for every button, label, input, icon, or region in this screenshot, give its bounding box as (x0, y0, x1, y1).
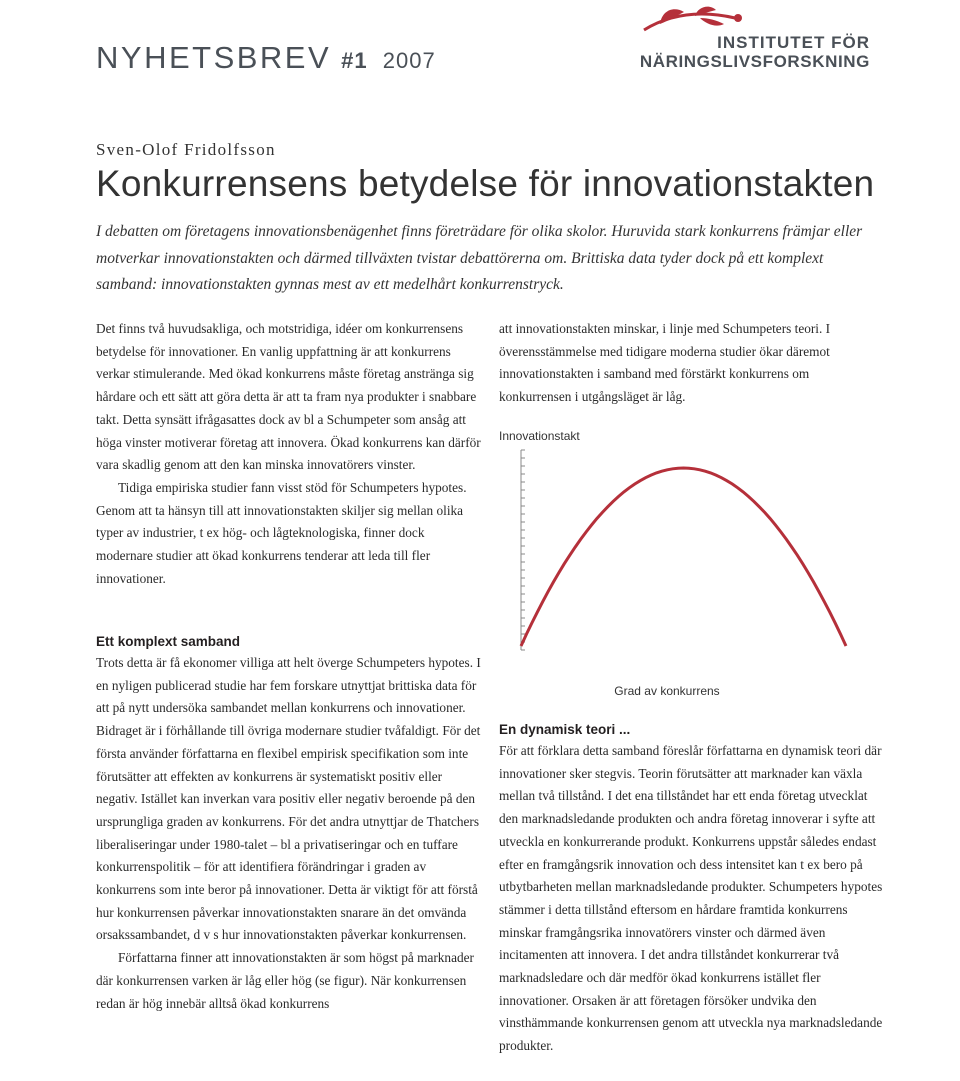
newsletter-name: NYHETSBREV (96, 40, 332, 75)
paragraph: Tidiga empiriska studier fann visst stöd för Schumpeters hypotes. Genom att ta hänsyn till att innovationstakten skiljer sig mellan olika typer av industrier, t ex hög- och lågteknologiska, finner dock modernare studier att ökad konkurrens tenderar att leda till fler innovationer. (96, 479, 467, 586)
article-title: Konkurrensens betydelse för innovationstakten (96, 163, 875, 204)
institute-logo (640, 4, 880, 74)
issue-number: #1 (341, 48, 368, 73)
left-column-bottom (96, 632, 481, 1015)
author: Sven-Olof Fridolfsson (96, 140, 276, 159)
right-column-top (499, 318, 884, 409)
y-axis (521, 450, 525, 650)
x-axis-label: Grad av konkurrens (614, 684, 720, 698)
y-axis-label: Innovationstakt (499, 429, 580, 443)
lead-paragraph: I debatten om företagens innovationsbenägenhet finns företrädare för olika skolor. Huruvida stark konkurrens främjar eller motverkar innovationstakten och därmed tillväxten tvistar debattörerna om. Brittiska data tyder dock på ett komplext samband: innovationstakten gynnas mest av ett medelhårt konkurrenstryck. (96, 223, 863, 293)
paragraph: För att förklara detta samband föreslår författarna en dynamisk teori där innovationer sker stegvis. Teorin förutsätter att marknader kan växla mellan två tillstånd. I det ena tillståndet har ett enda företag utvecklat den marknadsledande produkten och andra företag innoverar i syfte att utveckla en konkurrerande produkt. Konkurrens uppstår således endast efter en framgångsrik innovation och dess intensitet kan t ex bero på utbytbarheten mellan marknadsledande produkter. Schumpeters hypotes stämmer i detta tillstånd eftersom en hårdare framtida konkurrens minskar framgångsrika innovatörers vinster och därmed även incitamenten att innovera. I det andra tillståndet konkurrerar två marknadsledare och där medför ökad konkurrens istället fler innovationer. Orsaken är att företagen försöker undvika den vinsthämmande konkurrensen genom att utveckla nya marknadsledande produkter. (499, 743, 883, 1054)
series-line (521, 468, 846, 646)
logo-line1: INSTITUTET FÖR (717, 33, 870, 52)
paragraph: Trots detta är få ekonomer villiga att helt överge Schumpeters hypotes. I en nyligen publicerad studie har fem forskare utnyttjat brittiska data för att på nytt undersöka sambandet mellan konkurrens och innovationer. Bidraget är i förhållande till övriga modernare studier tvåfaldigt. För det första använder författarna en flexibel empirisk specifikation som inte förutsätter att effekten av konkurrens är systematiskt positiv eller negativ. Istället kan inverkan vara positiv eller negativ beroende på den ursprungliga graden av konkurrens. För det andra utnyttjar de Thatchers liberaliseringar under 1980-talet – bl a privatiseringar och en tuffare konkurrenspolitik – för att identifiera förändringar i graden av konkurrens som inte beror på innovationer. Detta är viktigt för att förstå hur konkurrensen påverkar innovationstakten snarare än det omvända orsakssambandet, d v s hur innovationstakten påverkar konkurrensen. (96, 655, 481, 943)
left-column-top (96, 318, 481, 590)
logo-line2: NÄRINGSLIVSFORSKNING (639, 52, 870, 71)
innovation-chart (490, 420, 910, 710)
right-column-bottom (499, 720, 884, 1058)
paragraph: att innovationstakten minskar, i linje med Schumpeters teori. I överensstämmelse med tidigare moderna studier ökar däremot innovationstakten i samband med förstärkt konkurrens om konkurrensen i utgångsläget är låg. (499, 321, 831, 405)
issue-year: 2007 (382, 48, 436, 73)
section-heading: En dynamisk teori ... (499, 722, 631, 737)
newsletter-label (96, 40, 436, 76)
paragraph: Författarna finner att innovationstakten är som högst på marknader där konkurrensen varken är låg eller hög (se figur). När konkurrensen redan är hög innebär alltså ökad konkurrens (96, 950, 474, 1011)
paragraph: Det finns två huvudsakliga, och motstridiga, idéer om konkurrensens betydelse för innovationer. En vanlig uppfattning är att konkurrens verkar stimulerande. Med ökad konkurrens måste företag anstränga sig hårdare och ett sätt att göra detta är att ta fram nya produkter i snabbare takt. Detta synsätt ifrågasattes dock av bl a Schumpeter som ansåg att höga vinster motiverar företag att innovera. Ökad konkurrens kan därför vara skadlig genom att den kan minska innovatörers vinster. (96, 321, 481, 473)
section-heading: Ett komplext samband (96, 634, 241, 649)
